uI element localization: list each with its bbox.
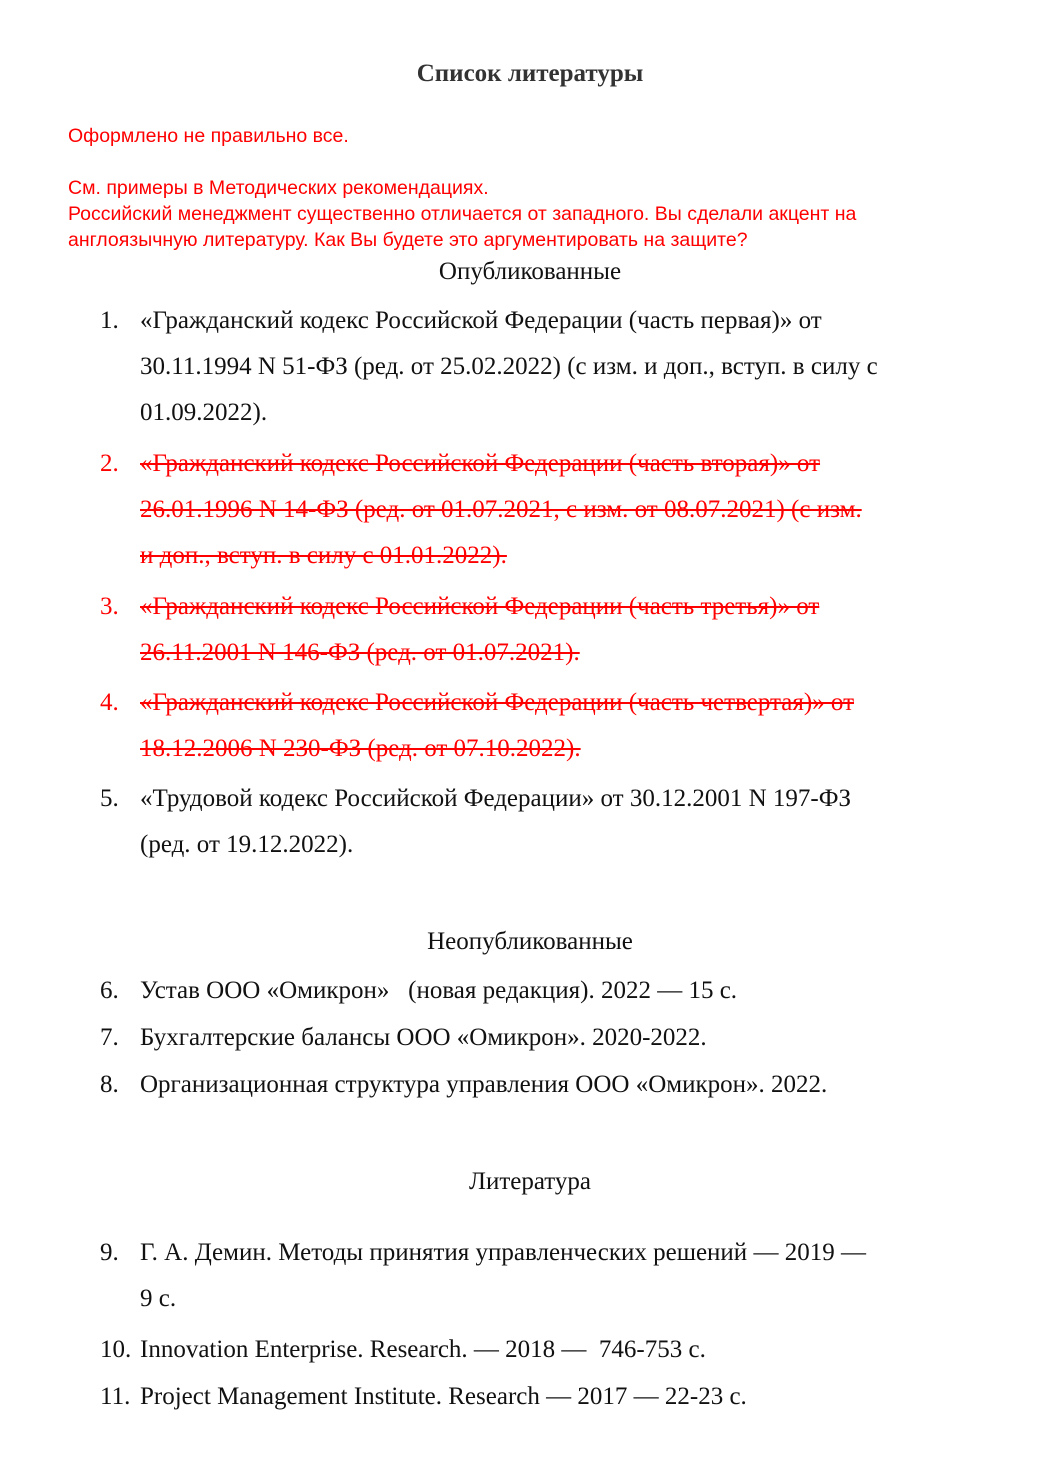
item-line: 26.01.1996 N 14-ФЗ (ред. от 01.07.2021, с изм. от 08.07.2021) (с изм. — [140, 496, 862, 523]
bibliography-item — [100, 1062, 1000, 1108]
bibliography-item-deleted — [100, 584, 1000, 676]
item-line: 26.11.2001 N 146-ФЗ (ред. от 01.07.2021). — [140, 639, 580, 666]
item-number: 2. — [100, 450, 119, 477]
bibliography-item — [100, 1374, 1000, 1420]
item-number: 8. — [100, 1071, 119, 1098]
item-line: Бухгалтерские балансы ООО «Омикрон». 2020-2022. — [140, 1024, 707, 1051]
item-line: 01.09.2022). — [140, 399, 268, 426]
item-line: Project Management Institute. Research — 2017 — 22-23 с. — [140, 1383, 747, 1410]
item-line: (ред. от 19.12.2022). — [140, 831, 354, 858]
bibliography-item — [100, 776, 1000, 868]
item-number: 4. — [100, 689, 119, 716]
item-number: 5. — [100, 785, 119, 812]
bibliography-item — [100, 1327, 1000, 1373]
bibliography-item-deleted — [100, 680, 1000, 772]
item-number: 3. — [100, 593, 119, 620]
bibliography-item — [100, 298, 1000, 436]
reviewer-comment: англоязычную литературу. Как Вы будете это аргументировать на защите? — [68, 229, 748, 251]
bibliography-item-deleted — [100, 441, 1000, 579]
page-title: Список литературы — [416, 60, 644, 87]
item-line: Устав ООО «Омикрон» (новая редакция). 2022 — 15 с. — [140, 977, 738, 1004]
item-line: Организационная структура управления ООО «Омикрон». 2022. — [140, 1071, 828, 1098]
item-line: 18.12.2006 N 230-ФЗ (ред. от 07.10.2022). — [140, 735, 581, 762]
reviewer-comment: Российский менеджмент существенно отличается от западного. Вы сделали акцент на — [68, 203, 857, 225]
item-number: 9. — [100, 1239, 119, 1266]
item-line: 9 с. — [140, 1285, 177, 1312]
item-line: Г. А. Демин. Методы принятия управленческих решений — 2019 — — [140, 1239, 866, 1266]
section-heading-unpublished: Неопубликованные — [427, 928, 633, 955]
section-heading-literature: Литература — [469, 1168, 591, 1195]
item-line: Innovation Enterprise. Research. — 2018 — 746-753 с. — [140, 1336, 706, 1363]
item-line: и доп., вступ. в силу с 01.01.2022). — [140, 542, 507, 569]
item-number: 6. — [100, 977, 119, 1004]
bibliography-item — [100, 1230, 1000, 1322]
reviewer-comment: См. примеры в Методических рекомендациях. — [68, 177, 489, 199]
item-line: «Трудовой кодекс Российской Федерации» от 30.12.2001 N 197-ФЗ — [140, 785, 852, 812]
item-line: «Гражданский кодекс Российской Федерации (часть вторая)» от — [140, 450, 821, 477]
item-line: «Гражданский кодекс Российской Федерации (часть третья)» от — [140, 593, 820, 620]
bibliography-item — [100, 1015, 1000, 1061]
item-number: 7. — [100, 1024, 119, 1051]
reviewer-comment: Оформлено не правильно все. — [68, 125, 349, 147]
item-number: 1. — [100, 307, 119, 334]
item-line: 30.11.1994 N 51-ФЗ (ред. от 25.02.2022) (с изм. и доп., вступ. в силу с — [140, 353, 878, 380]
section-heading-published: Опубликованные — [438, 258, 622, 285]
item-number: 10. — [100, 1336, 132, 1363]
item-number: 11. — [100, 1383, 131, 1410]
item-line: «Гражданский кодекс Российской Федерации (часть четвертая)» от — [140, 689, 854, 716]
bibliography-item — [100, 968, 1000, 1014]
item-line: «Гражданский кодекс Российской Федерации (часть первая)» от — [140, 307, 822, 334]
